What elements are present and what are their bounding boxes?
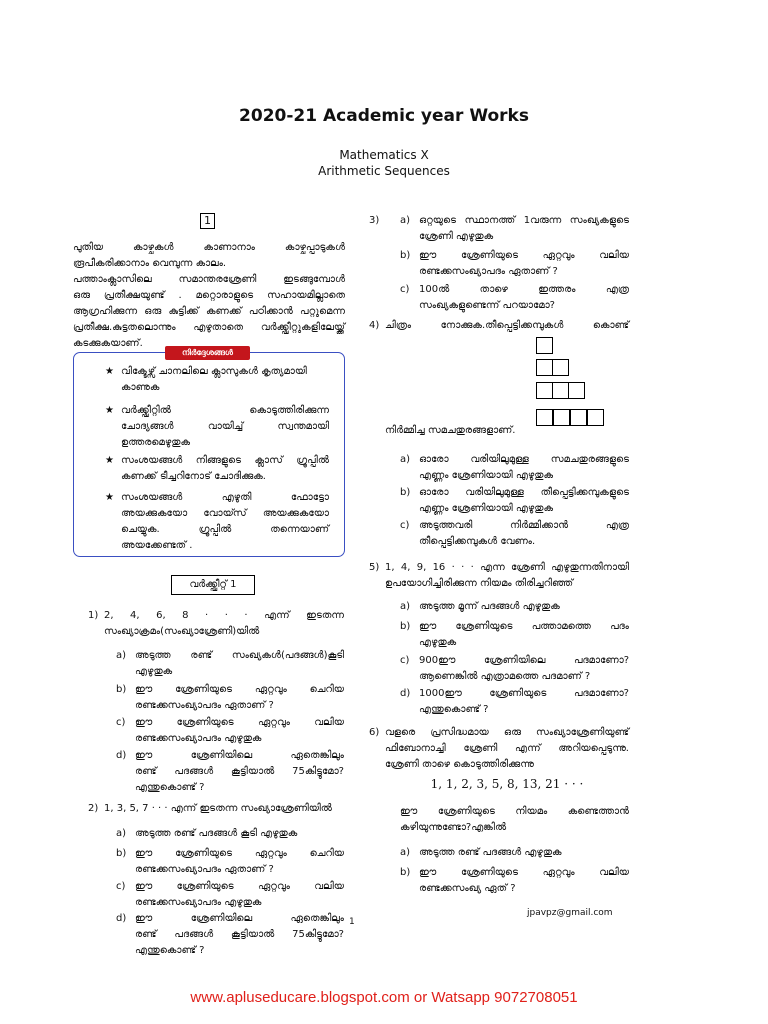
matchstick-squares-figure [535, 335, 615, 430]
star-bullet-icon: ★ [105, 492, 114, 503]
option-text: ഈ ശ്രേണിയുടെ ഏറ്റവും ചെറിയ രണ്ടക്കസംഖ്യാപദം ഏതാണ് ? [135, 848, 344, 875]
intro-line: പുതിയ കാഴ്ചകൾ കാണാനാം കാഴ്ചപ്പാടുകൾ [73, 242, 345, 253]
option-key: a) [400, 847, 411, 858]
fibonacci-sequence: 1, 1, 2, 3, 5, 8, 13, 21 · · · [430, 777, 584, 791]
option-key: c) [400, 284, 410, 295]
question-number: 6) [369, 727, 380, 738]
option-text: ഈ ശ്രേണിയുടെ പത്താമത്തെ പദം എഴുതുക [419, 621, 629, 648]
option-key: a) [400, 215, 411, 226]
option-key: c) [116, 717, 126, 728]
question-text: വളരെ പ്രസിദ്ധമായ ഒരു സംഖ്യാശ്രേണിയുണ്ട് ഫിബോനാച്ചി ശ്രേണി എന്ന് അറിയപ്പെടുന്നു. ശ്രേണി താഴെ കൊടുത്തിരിക്കുന്നു [385, 727, 629, 770]
option-text: ഈ ശ്രേണിയുടെ ഏറ്റവും വലിയ രണ്ടക്കസംഖ്യ ഏത് ? [419, 867, 629, 894]
option-text: ഓരോ വരിയിലുമുള്ള സമചതുരങ്ങളുടെ എണ്ണം ശ്രേണിയായി എഴുതുക [419, 454, 629, 481]
intro-line: പത്താംക്ലാസിലെ സമാന്തരശ്രേണി ഇടങ്ങുമ്പോൾ [73, 274, 345, 285]
question-number: 5) [369, 562, 380, 573]
star-bullet-icon: ★ [105, 455, 114, 466]
option-text: ഈ ശ്രേണിയുടെ ഏറ്റവും വലിയ രണ്ടക്കസംഖ്യാപദം എഴുതുക [135, 717, 344, 744]
option-text: ഈ ശ്രേണിയുടെ ഏറ്റവും വലിയ രണ്ടക്കസംഖ്യാപദം എഴുതുക [135, 881, 344, 908]
option-key: b) [116, 848, 127, 859]
question-number: 4) [369, 320, 380, 331]
option-key: b) [400, 250, 411, 261]
option-key: a) [400, 601, 411, 612]
option-text: 900ഈ ശ്രേണിയിലെ പദമാണോ? ആണെങ്കിൽ എത്രാമത്തെ പദമാണ് ? [419, 655, 629, 682]
option-text: ഒറ്റയുടെ സ്ഥാനത്ത് 1വരുന്ന സംഖ്യകളുടെ ശ്രേണി എഴുതുക [419, 215, 629, 242]
instructions-title: നിർദ്ദേശങ്ങൾ [165, 346, 250, 360]
intro-line: രൂപീകരിക്കാനാം വെമ്പുന്ന കാലം. [73, 258, 227, 269]
option-text: അടുത്ത രണ്ട് പദങ്ങൾ കൂടി എഴുതുക [135, 828, 298, 839]
instruction-item: വിക്ടേഴ്സ് ചാനലിലെ ക്ലാസുകൾ കൃത്യമായി കാണുക [121, 366, 307, 393]
option-text: ഈ ശ്രേണിയുടെ ഏറ്റവും ചെറിയ രണ്ടക്കസംഖ്യാപദം ഏതാണ് ? [135, 684, 344, 711]
option-text: ഈ ശ്രേണിയിലെ ഏതെങ്കിലും രണ്ട് പദങ്ങൾ കൂട്ടിയാൽ 75കിട്ടുമോ? എന്തുകൊണ്ട് ? [135, 750, 344, 793]
intro-paragraph [73, 240, 345, 352]
option-key: a) [116, 828, 127, 839]
page-number: 1 [349, 917, 355, 927]
option-text: അടുത്ത രണ്ട് പദങ്ങൾ എഴുതുക [419, 847, 562, 858]
option-key: d) [400, 688, 411, 699]
option-text: 1000ഈ ശ്രേണിയുടെ പദമാണോ? എന്തുകൊണ്ട് ? [419, 688, 629, 715]
option-key: b) [400, 621, 411, 632]
instruction-item: സംശയങ്ങൾ നിങ്ങളുടെ ക്ലാസ് ഗ്രൂപ്പിൽ കണക്ക് ടീച്ചറിനോട് ചോദിക്കുക. [121, 455, 329, 482]
question-text: ഈ ശ്രേണിയുടെ നിയമം കണ്ടെത്താൻ കഴിയുന്നുണ്ടോ?എങ്കിൽ [400, 806, 629, 833]
worksheet-label: വർക്ക്ഷീറ്റ് 1 [171, 575, 255, 595]
option-text: അടുത്ത രണ്ട് സംഖ്യകൾ(പദങ്ങൾ)കൂടി എഴുതുക [135, 650, 344, 677]
option-key: b) [116, 684, 127, 695]
option-key: c) [116, 881, 126, 892]
option-key: c) [400, 655, 410, 666]
intro-line: ഒരു പ്രതീക്ഷയുണ്ട് . മറ്റൊരാളുടെ സഹായമില്ലാതെ [73, 290, 345, 301]
question-number: 2) [88, 803, 99, 814]
option-key: a) [116, 650, 127, 661]
author-email: jpavpz@gmail.com [527, 908, 613, 918]
question-text: 1, 4, 9, 16 · · · എന്ന ശ്രേണി എഴുതുന്നതിനായി ഉപയോഗിച്ചിരിക്കുന്ന നിയമം തിരിച്ചറിഞ്ഞ് [385, 562, 629, 589]
question-text: 2, 4, 6, 8 · · · എന്ന് ഇടതന്ന സംഖ്യാക്രമം(സംഖ്യാശ്രേണി)യിൽ [104, 610, 344, 637]
option-key: d) [116, 750, 127, 761]
option-key: b) [400, 487, 411, 498]
option-text: ഓരോ വരിയിലുമുള്ള തീപ്പെട്ടിക്കമ്പുകളുടെ എണ്ണം ശ്രേണിയായി എഴുതുക [419, 487, 629, 514]
question-text: ചിത്രം നോക്കുക.തീപ്പെട്ടിക്കമ്പുകൾ കൊണ്ട് [385, 320, 629, 331]
question-number: 1) [88, 610, 99, 621]
option-text: 100ൽ താഴെ ഇത്തരം എത്ര സംഖ്യകളുണ്ടെന്ന് പറയാമോ? [419, 284, 629, 311]
chapter-title: Arithmetic Sequences [318, 164, 450, 178]
option-text: അടുത്ത മൂന്ന് പദങ്ങൾ എഴുതുക [419, 601, 560, 612]
footer-link[interactable]: www.apluseducare.blogspot.com or Watsapp 9072708051 [190, 989, 578, 1006]
intro-line: കടക്കുകയാണ്. [73, 338, 143, 349]
instruction-item: സംശയങ്ങൾ എഴുതി ഫോട്ടോ അയക്കുകയോ വോയ്സ് അയക്കുകയോ ചെയ്യുക. ഗ്രൂപ്പിൽ തന്നെയാണ് അയക്കേണ്ടത് . [121, 492, 329, 551]
star-bullet-icon: ★ [105, 366, 114, 377]
instruction-item: വർക്ക്ഷീറ്റിൽ കൊടുത്തിരിക്കുന്ന ചോദ്യങ്ങൾ വായിച്ച് സ്വന്തമായി ഉത്തരമെഴുതുക [121, 405, 329, 448]
option-key: a) [400, 454, 411, 465]
subject-title: Mathematics X [339, 148, 429, 162]
option-key: c) [400, 520, 410, 531]
option-key: d) [116, 913, 127, 924]
option-text: അടുത്തവരി നിർമ്മിക്കാൻ എത്ര തീപ്പെട്ടിക്കമ്പുകൾ വേണം. [419, 520, 629, 547]
question-number: 3) [369, 215, 380, 226]
intro-line: ആഗ്രഹിക്കുന്ന ഒരു കുട്ടിക്ക് കണക്ക് പഠിക്കാൻ പറ്റുമെന്ന [73, 306, 345, 317]
intro-line: പ്രതീക്ഷ.കുട്ടതലൊന്നും എഴുതാതെ വർക്ക്ഷീറ്റുകളിലേയ്ക്ക് [73, 322, 345, 333]
option-key: b) [400, 867, 411, 878]
page-title: 2020-21 Academic year Works [239, 106, 529, 126]
option-text: ഈ ശ്രേണിയിലെ ഏതെങ്കിലും രണ്ട് പദങ്ങൾ കൂട്ടിയാൽ 75കിട്ടുമോ? എന്തുകൊണ്ട് ? [135, 913, 344, 956]
question-text: നിർമ്മിച്ച സമചതുരങ്ങളാണ്. [385, 425, 516, 436]
option-text: ഈ ശ്രേണിയുടെ ഏറ്റവും വലിയ രണ്ടക്കസംഖ്യാപദം ഏതാണ് ? [419, 250, 629, 277]
section-number: 1 [200, 213, 215, 229]
star-bullet-icon: ★ [105, 405, 114, 416]
question-text: 1, 3, 5, 7 · · · എന്ന് ഇടതന്ന സംഖ്യാശ്രേണിയിൽ [104, 803, 332, 814]
